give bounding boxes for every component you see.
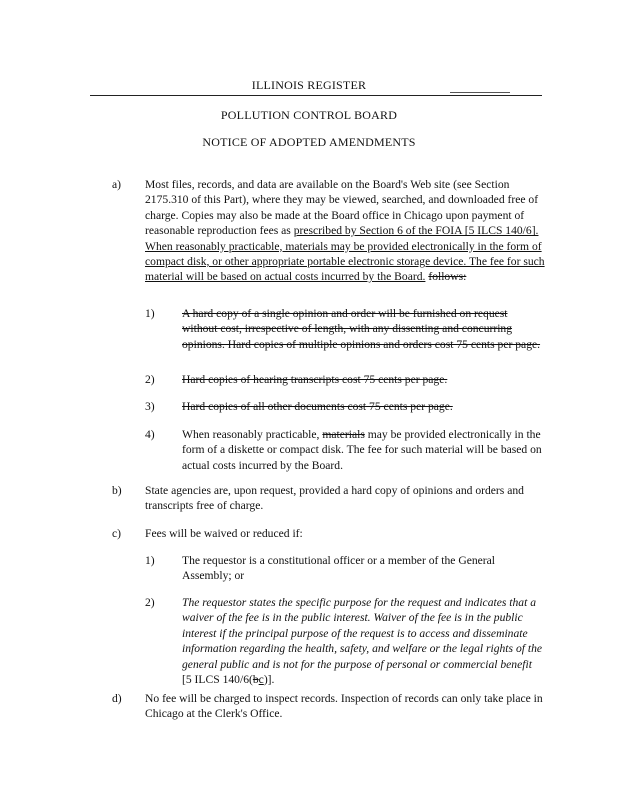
notice-title: NOTICE OF ADOPTED AMENDMENTS bbox=[202, 135, 416, 149]
section-a-item3-text: Hard copies of all other documents cost 75 cents per page. bbox=[182, 400, 453, 413]
section-a-item1-num: 1) bbox=[145, 307, 155, 320]
section-a-inserted: prescribed by Section 6 of the FOIA [5 ILCS 140/6]. When reasonably practicable, materials may be provided electronically in the form of compact disk, or other appropriate portable electronic storage device. The fee for such material will be based on actual costs incurred by the Board. bbox=[145, 224, 545, 284]
section-c-item2-num: 2) bbox=[145, 596, 155, 609]
section-a-item2-num: 2) bbox=[145, 373, 155, 386]
section-b-text: State agencies are, upon request, provided a hard copy of opinions and orders and transcripts free of charge. bbox=[145, 484, 524, 513]
citation-part4: )]. bbox=[263, 673, 275, 687]
citation-inserted: c bbox=[258, 673, 264, 687]
section-c-item1-num: 1) bbox=[145, 554, 155, 567]
section-a-text bbox=[145, 177, 545, 285]
section-d-text: No fee will be charged to inspect records. Inspection of records can only take place in Chicago at the Clerk's Office. bbox=[145, 692, 543, 721]
section-a-item3-num: 3) bbox=[145, 400, 155, 413]
section-a-item2-text: Hard copies of hearing transcripts cost 75 cents per page. bbox=[182, 373, 448, 386]
section-a-item4-part3: may be provided electronically in the form of a diskette or compact disk. The fee for such material will be based on actual costs incurred by the Board. bbox=[182, 428, 542, 472]
section-c-text: Fees will be waived or reduced if: bbox=[145, 527, 303, 540]
section-a-item4-part1: When reasonably practicable, bbox=[182, 428, 323, 441]
section-a-item4-text bbox=[182, 427, 542, 473]
citation-part1: [5 ILCS 140/6( bbox=[182, 673, 253, 687]
register-header: ILLINOIS REGISTER bbox=[251, 78, 367, 92]
section-a-item1-text: A hard copy of a single opinion and order will be furnished on request without cost, irrespective of length, with any dissenting and concurring opinions. Hard copies of multiple opinions and orders cost 75 cents per page. bbox=[182, 307, 541, 351]
section-c-item1-text: The requestor is a constitutional officer or a member of the General Assembly; or bbox=[182, 554, 496, 583]
citation-struck: b bbox=[252, 673, 259, 687]
section-a-item4-num: 4) bbox=[145, 428, 155, 441]
section-a-item4-struck: materials bbox=[322, 428, 365, 441]
section-a-label: a) bbox=[112, 178, 122, 191]
section-a-struck: follows: bbox=[428, 270, 467, 284]
section-d-label: d) bbox=[112, 692, 122, 705]
section-c-label: c) bbox=[112, 527, 122, 540]
section-a-plain: Most files, records, and data are available on the Board's Web site (see Section 2175.310 of this Part), where they may be viewed, searched, and downloaded free of charge. Copies may also be made at the Board office in Chicago upon payment of reasonable reproduction fees as bbox=[145, 178, 539, 238]
agency-title: POLLUTION CONTROL BOARD bbox=[220, 108, 398, 122]
statutory-quote: The requestor states the specific purpose for the request and indicates that a waiver of the fee is in the public interest. Waiver of the fee is in the public interest if the principal purpose of the request is to access and disseminate information regarding the health, safety, and welfare or the legal rights of the general public and is not for the purpose of personal or commercial benefit bbox=[182, 596, 543, 671]
section-b-label: b) bbox=[112, 484, 122, 497]
header-mark bbox=[450, 92, 510, 93]
section-c-item2-text bbox=[182, 595, 544, 687]
header-rule bbox=[90, 95, 542, 96]
